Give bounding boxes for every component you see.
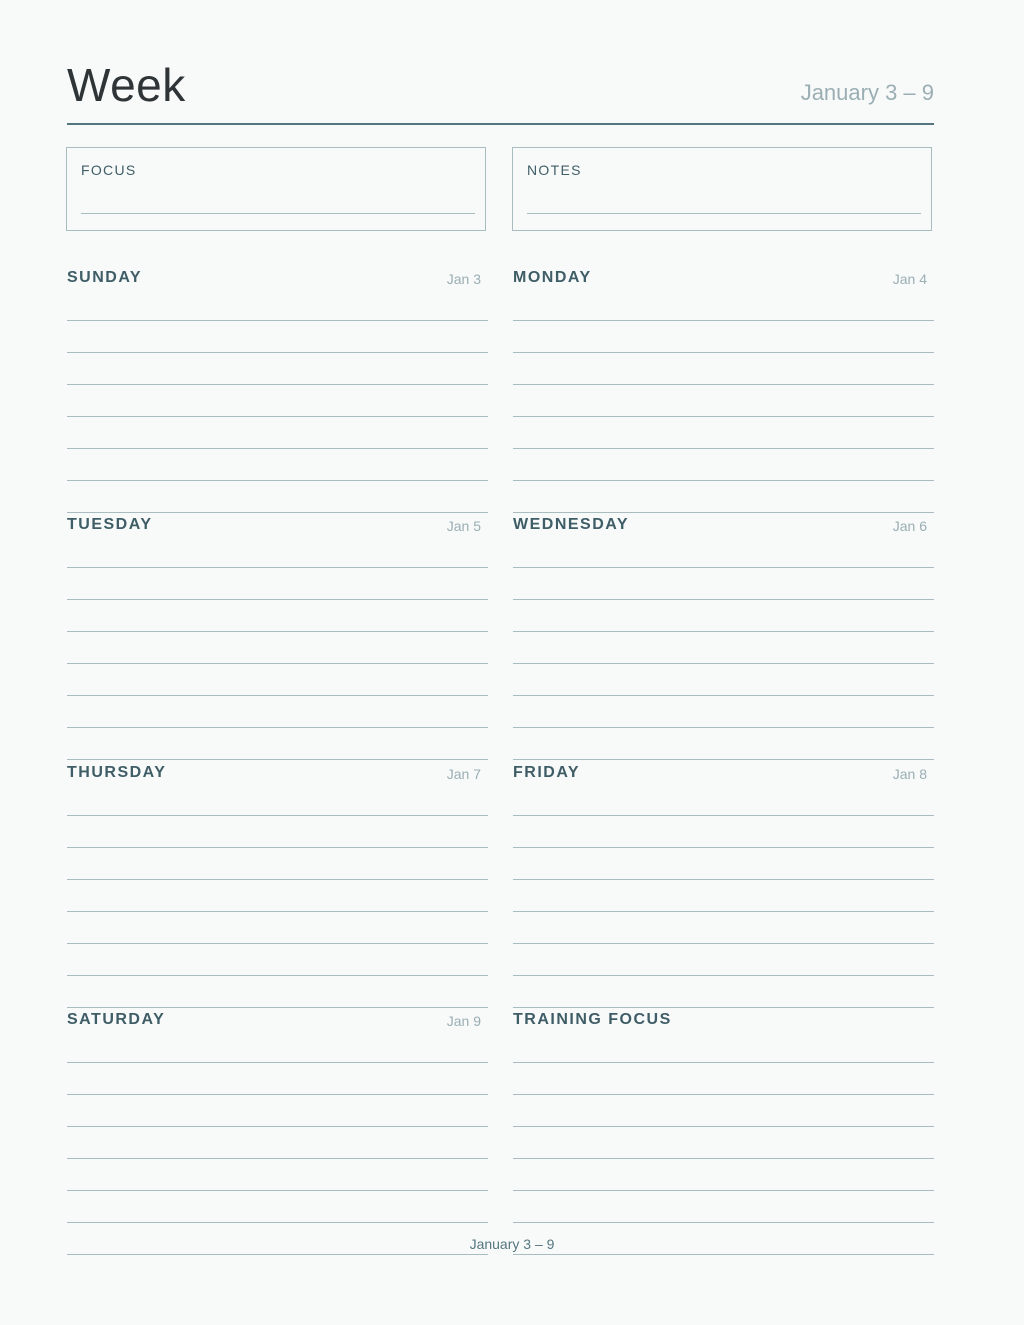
writing-line[interactable] — [513, 631, 934, 632]
day-date: Jan 4 — [892, 271, 927, 287]
page-title: Week — [67, 59, 186, 111]
day-label: WEDNESDAY — [513, 516, 630, 533]
day-section-wednesday — [513, 506, 934, 760]
day-section-monday — [513, 259, 934, 513]
writing-line[interactable] — [67, 727, 488, 728]
writing-line[interactable] — [67, 695, 488, 696]
writing-line[interactable] — [67, 480, 488, 481]
writing-line[interactable] — [513, 480, 934, 481]
day-date: Jan 3 — [446, 271, 481, 287]
focus-label: FOCUS — [81, 162, 137, 178]
writing-line[interactable] — [67, 911, 488, 912]
writing-line[interactable] — [513, 695, 934, 696]
day-section-saturday — [67, 1001, 488, 1255]
footer-rule-left — [67, 1254, 488, 1255]
writing-line[interactable] — [67, 1126, 488, 1127]
writing-line[interactable] — [513, 727, 934, 728]
writing-line[interactable] — [513, 879, 934, 880]
writing-line[interactable] — [513, 1094, 934, 1095]
day-section-thursday — [67, 754, 488, 1008]
writing-line[interactable] — [513, 352, 934, 353]
writing-line[interactable] — [513, 1158, 934, 1159]
day-label: THURSDAY — [67, 764, 167, 781]
writing-line[interactable] — [67, 567, 488, 568]
writing-line[interactable] — [513, 1222, 934, 1223]
day-date: Jan 5 — [446, 518, 481, 534]
header-divider — [67, 123, 934, 125]
writing-line[interactable] — [67, 1158, 488, 1159]
notes-box[interactable] — [512, 147, 932, 231]
writing-line[interactable] — [67, 663, 488, 664]
writing-line[interactable] — [67, 416, 488, 417]
writing-line[interactable] — [67, 631, 488, 632]
day-label: SUNDAY — [67, 269, 143, 286]
writing-line[interactable] — [513, 599, 934, 600]
day-label: FRIDAY — [513, 764, 581, 781]
section-label: TRAINING FOCUS — [513, 1011, 672, 1028]
writing-line[interactable] — [67, 1190, 488, 1191]
day-label: MONDAY — [513, 269, 592, 286]
focus-writing-line[interactable] — [81, 213, 475, 214]
footer-rule-right — [513, 1254, 934, 1255]
writing-line[interactable] — [67, 943, 488, 944]
day-section-sunday — [67, 259, 488, 513]
writing-line[interactable] — [67, 975, 488, 976]
writing-line[interactable] — [513, 567, 934, 568]
writing-line[interactable] — [67, 1222, 488, 1223]
writing-line[interactable] — [67, 879, 488, 880]
day-date: Jan 7 — [446, 766, 481, 782]
day-label: TUESDAY — [67, 516, 153, 533]
day-label: SATURDAY — [67, 1011, 166, 1028]
notes-writing-line[interactable] — [527, 213, 921, 214]
writing-line[interactable] — [67, 847, 488, 848]
writing-line[interactable] — [513, 911, 934, 912]
writing-line[interactable] — [67, 599, 488, 600]
writing-line[interactable] — [67, 1094, 488, 1095]
focus-box[interactable] — [66, 147, 486, 231]
writing-line[interactable] — [67, 384, 488, 385]
day-section-friday — [513, 754, 934, 1008]
writing-line[interactable] — [67, 320, 488, 321]
writing-line[interactable] — [67, 815, 488, 816]
training-focus-section — [513, 1001, 934, 1255]
writing-line[interactable] — [67, 352, 488, 353]
week-range: January 3 – 9 — [800, 80, 934, 105]
writing-line[interactable] — [513, 815, 934, 816]
writing-line[interactable] — [513, 975, 934, 976]
day-date: Jan 9 — [446, 1013, 481, 1029]
day-section-tuesday — [67, 506, 488, 760]
notes-label: NOTES — [527, 162, 582, 178]
footer-range: January 3 – 9 — [469, 1236, 555, 1252]
writing-line[interactable] — [513, 943, 934, 944]
writing-line[interactable] — [513, 384, 934, 385]
writing-line[interactable] — [513, 1126, 934, 1127]
day-date: Jan 8 — [892, 766, 927, 782]
writing-line[interactable] — [513, 1062, 934, 1063]
writing-line[interactable] — [513, 847, 934, 848]
writing-line[interactable] — [67, 448, 488, 449]
writing-line[interactable] — [513, 320, 934, 321]
writing-line[interactable] — [513, 448, 934, 449]
writing-line[interactable] — [67, 1062, 488, 1063]
day-date: Jan 6 — [892, 518, 927, 534]
writing-line[interactable] — [513, 663, 934, 664]
writing-line[interactable] — [513, 416, 934, 417]
writing-line[interactable] — [513, 1190, 934, 1191]
